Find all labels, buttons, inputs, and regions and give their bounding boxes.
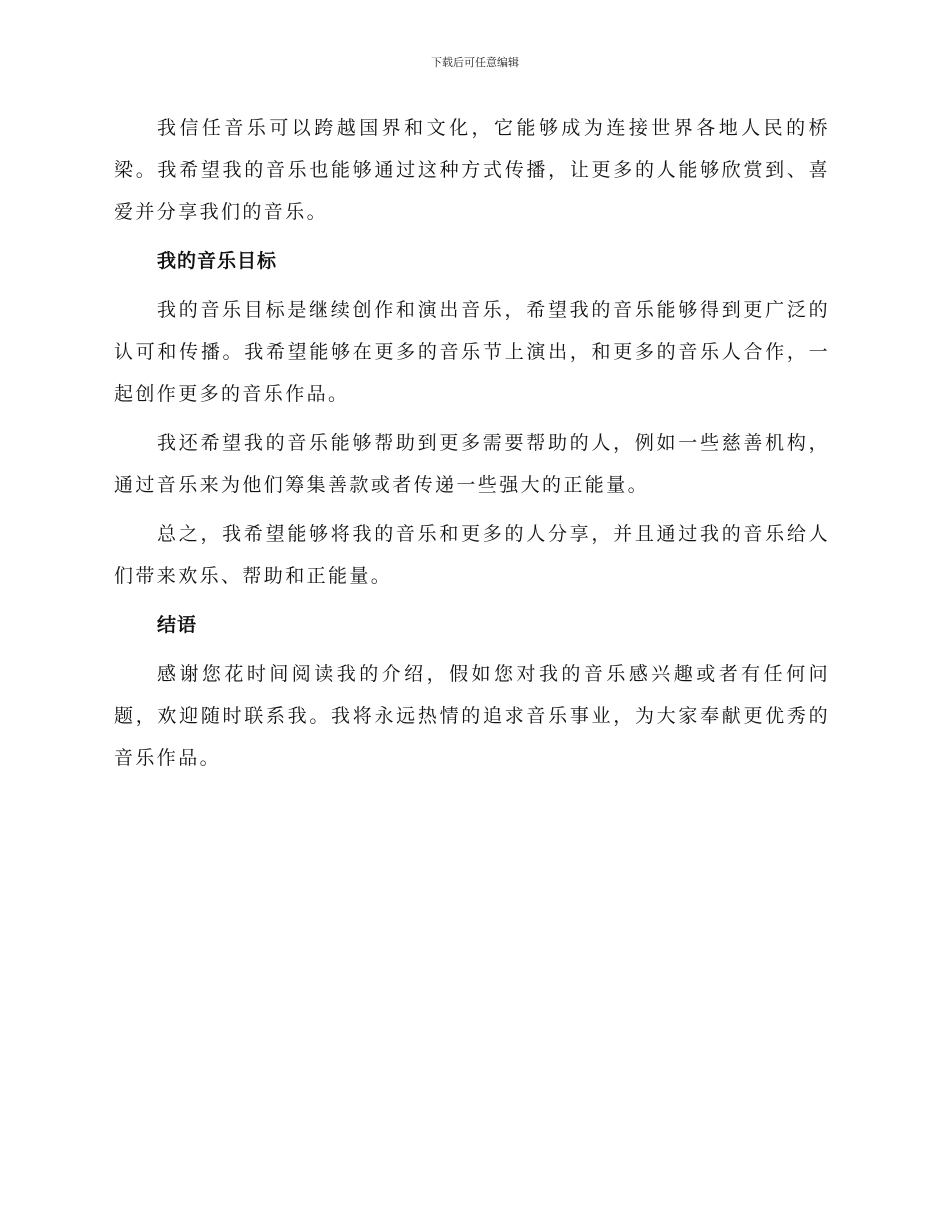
section-heading-music-goals: 我的音乐目标 — [157, 250, 278, 272]
paragraph-conclusion: 感谢您花时间阅读我的介绍，假如您对我的音乐感兴趣或者有任何问题，欢迎随时联系我。我将永远热情的追求音乐事业，为大家奉献更优秀的音乐作品。 — [114, 663, 830, 769]
paragraph-music-bridge: 我信任音乐可以跨越国界和文化，它能够成为连接世界各地人民的桥梁。我希望我的音乐也能够通过这种方式传播，让更多的人能够欣赏到、喜爱并分享我们的音乐。 — [114, 117, 830, 223]
paragraph-charity: 我还希望我的音乐能够帮助到更多需要帮助的人，例如一些慈善机构，通过音乐来为他们筹集善款或者传递一些强大的正能量。 — [114, 432, 830, 496]
paragraph-music-goals: 我的音乐目标是继续创作和演出音乐，希望我的音乐能够得到更广泛的认可和传播。我希望能够在更多的音乐节上演出，和更多的音乐人合作，一起创作更多的音乐作品。 — [114, 299, 830, 405]
document-body — [114, 107, 830, 786]
paragraph-summary: 总之，我希望能够将我的音乐和更多的人分享，并且通过我的音乐给人们带来欢乐、帮助和正能量。 — [114, 523, 830, 587]
page-header: 下载后可任意编辑 — [431, 56, 519, 69]
section-heading-conclusion: 结语 — [157, 614, 198, 636]
